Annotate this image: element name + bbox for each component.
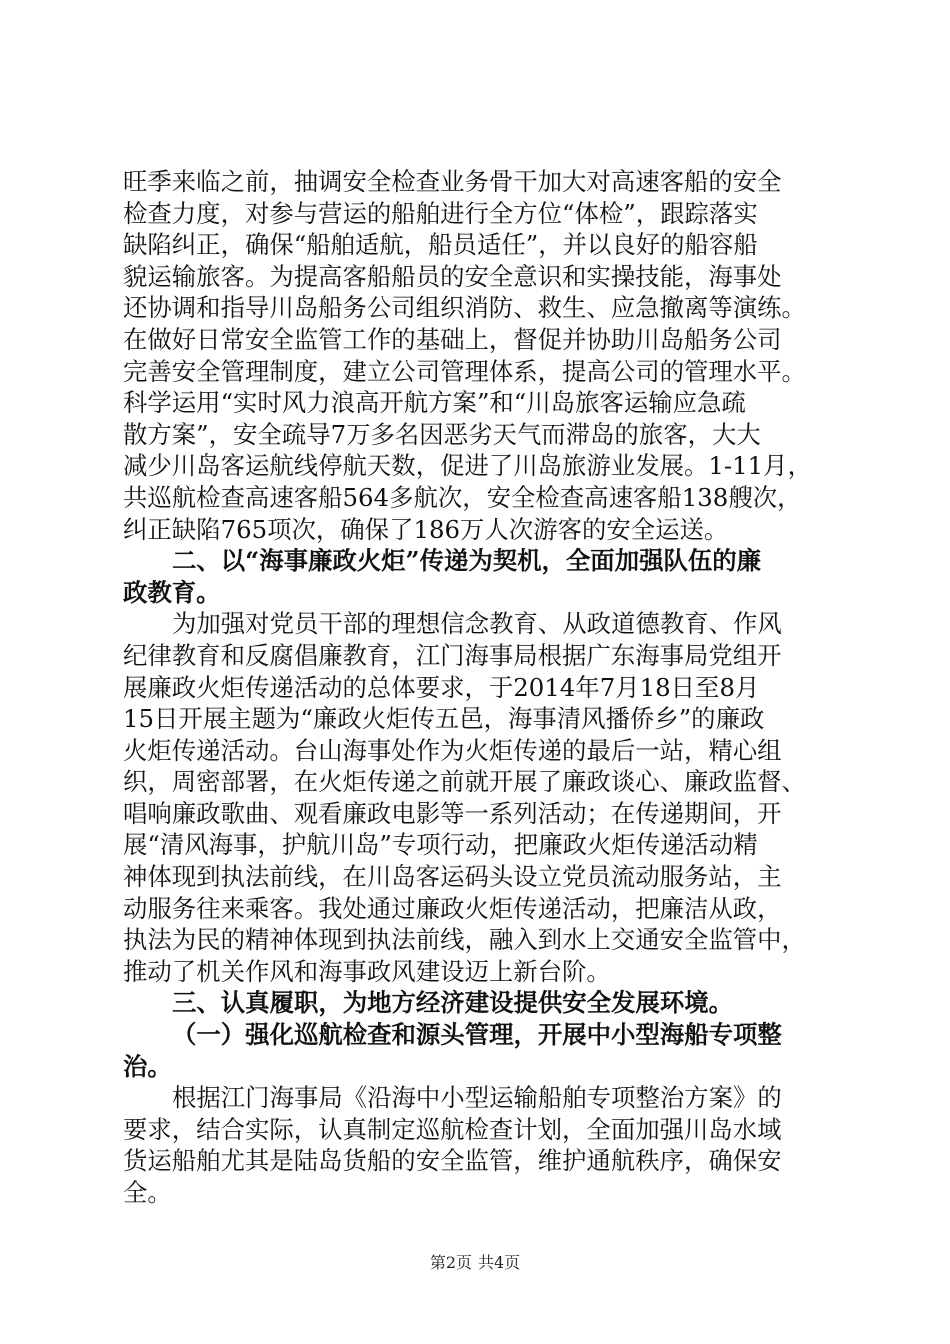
paragraph-line: 在做好日常安全监管工作的基础上，督促并协助川岛船务公司 [123,324,782,354]
paragraph-line: 检查力度，对参与营运的船舶进行全方位“体检”，跟踪落实 [123,198,758,228]
paragraph-line: 散方案”，安全疏导7万多名因恶劣天气而滞岛的旅客，大大 [123,419,761,449]
paragraph-line: 唱响廉政歌曲、观看廉政电影等一系列活动；在传递期间，开 [123,798,782,828]
paragraph-line: 货运船舶尤其是陆岛货船的安全监管，维护通航秩序，确保安 [123,1146,782,1176]
page-total: 共4页 [478,1253,521,1272]
paragraph-line: 旺季来临之前，抽调安全检查业务骨干加大对高速客船的安全 [123,167,782,196]
section-heading-line: 二、以“海事廉政火炬”传递为契机，全面加强队伍的廉 [172,546,762,576]
paragraph-line: 根据江门海事局《沿海中小型运输船舶专项整治方案》的 [172,1083,782,1113]
paragraph-line: 织，周密部署，在火炬传递之前就开展了廉政谈心、廉政监督、 [123,767,806,797]
paragraph-line: 推动了机关作风和海事政风建设迈上新台阶。 [123,956,611,986]
section-heading-line: 三、认真履职，为地方经济建设提供安全发展环境。 [172,988,733,1018]
paragraph-line: 完善安全管理制度，建立公司管理体系，提高公司的管理水平。 [123,356,806,386]
section-heading-line: （一）强化巡航检查和源头管理，开展中小型海船专项整 [172,1020,782,1050]
paragraph-line: 纪律教育和反腐倡廉教育，江门海事局根据广东海事局党组开 [123,640,782,670]
paragraph-line: 动服务往来乘客。我处通过廉政火炬传递活动，把廉洁从政， [123,893,782,923]
paragraph-line: 展廉政火炬传递活动的总体要求，于2014年7月18日至8月 [123,672,760,702]
paragraph-line: 纠正缺陷765项次，确保了186万人次游客的安全运送。 [123,514,729,544]
paragraph-line: 神体现到执法前线，在川岛客运码头设立党员流动服务站，主 [123,862,782,892]
paragraph-line: 火炬传递活动。台山海事处作为火炬传递的最后一站，精心组 [123,735,782,765]
page-footer [0,1253,950,1273]
paragraph-line: 还协调和指导川岛船务公司组织消防、救生、应急撤离等演练。 [123,293,806,323]
paragraph-line: 缺陷纠正，确保“船舶适航，船员适任”，并以良好的船容船 [123,230,758,260]
paragraph-line: 要求，结合实际，认真制定巡航检查计划，全面加强川岛水域 [123,1114,782,1144]
paragraph-line: 貌运输旅客。为提高客船船员的安全意识和实操技能，海事处 [123,261,782,291]
paragraph-line: 展“清风海事，护航川岛”专项行动，把廉政火炬传递活动精 [123,830,758,860]
paragraph-line: 科学运用“实时风力浪高开航方案”和“川岛旅客运输应急疏 [123,388,746,418]
paragraph-line: 15日开展主题为“廉政火炬传五邑，海事清风播侨乡”的廉政 [123,704,765,734]
paragraph-line: 全。 [123,1178,172,1207]
document-body [123,166,839,1209]
section-heading-line: 治。 [123,1051,172,1081]
paragraph-line: 为加强对党员干部的理想信念教育、从政道德教育、作风 [172,609,782,639]
paragraph-line: 执法为民的精神体现到执法前线，融入到水上交通安全监管中， [123,925,806,955]
paragraph-line: 共巡航检查高速客船564多航次，安全检查高速客船138艘次， [123,482,802,512]
paragraph-line: 减少川岛客运航线停航天数，促进了川岛旅游业发展。1-11月， [123,451,812,481]
section-heading-line: 政教育。 [123,577,221,607]
page-number: 第2页 [429,1253,472,1272]
